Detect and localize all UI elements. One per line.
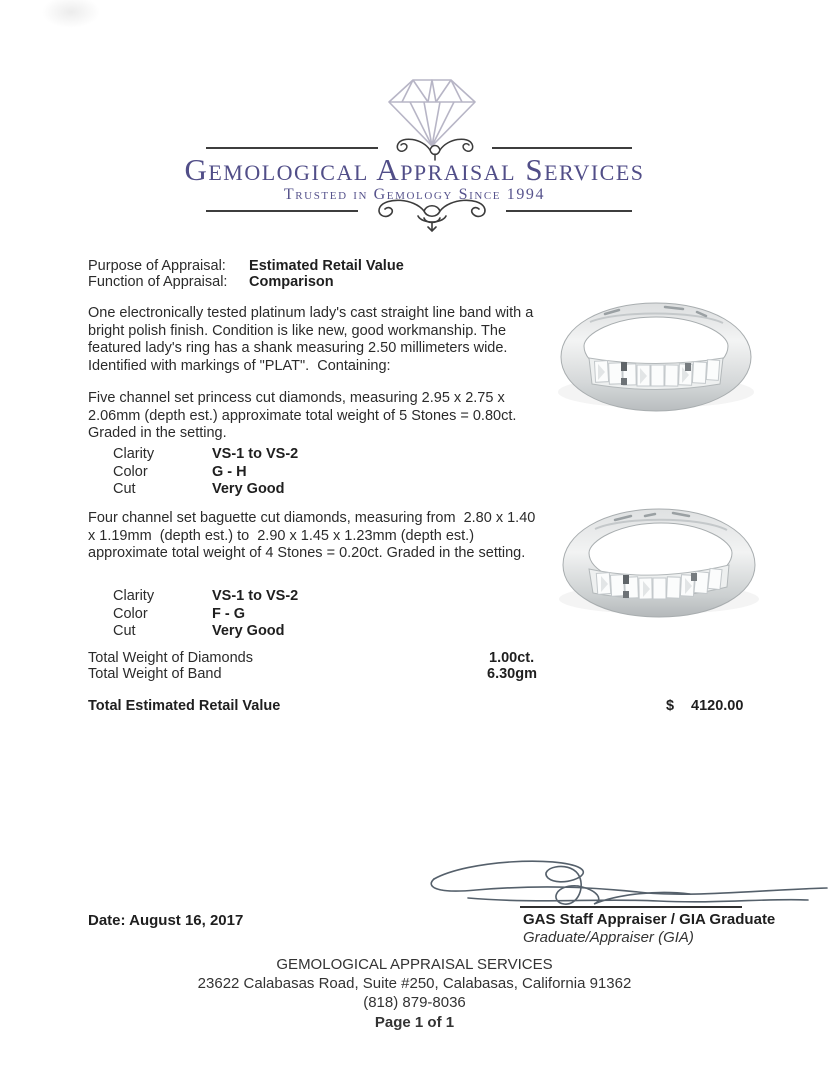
header-rule-right [492, 147, 632, 149]
ring-photo-top [545, 294, 767, 421]
scan-artifact [42, 0, 100, 28]
footer-company: GEMOLOGICAL APPRAISAL SERVICES [276, 956, 553, 973]
appraiser-title: GAS Staff Appraiser / GIA Graduate [523, 911, 776, 928]
total-retail-value: 4120.00 [691, 698, 744, 714]
purpose-label: Purpose of Appraisal: [88, 258, 226, 274]
total-retail-currency: $ [666, 698, 675, 714]
spec-value: VS-1 to VS-2 [212, 588, 299, 604]
spec-value: G - H [212, 463, 247, 480]
footer-page-number: Page 1 of 1 [374, 1014, 455, 1031]
spec-label: Clarity [113, 446, 155, 462]
spec-label: Cut [113, 481, 136, 498]
item-description: One electronically tested platinum lady's cast straight line band with a bright polish finish. Condition is like new, good workmanship. The featured lady's ring has a shank measuring 2.50 millimeters wide. Identified with markings of "PLAT". Containing: [88, 305, 538, 374]
function-value: Comparison [249, 274, 334, 290]
footer-address: 23622 Calabasas Road, Suite #250, Calabasas, California 91362 [197, 975, 632, 992]
spec-label: Color [113, 463, 148, 480]
footer-phone: (818) 879-8036 [363, 994, 466, 1011]
total-band-value: 6.30gm [487, 666, 537, 682]
spec-label: Cut [113, 623, 136, 640]
spec-value: F - G [212, 605, 246, 622]
princess-specs [113, 446, 298, 499]
total-band-label: Total Weight of Band [88, 666, 222, 682]
function-label: Function of Appraisal: [88, 274, 228, 290]
baguette-specs [113, 588, 298, 641]
total-diamonds-value: 1.00ct. [489, 650, 535, 666]
spec-label: Color [113, 605, 148, 622]
function-row [88, 274, 334, 292]
spec-value: VS-1 to VS-2 [212, 446, 299, 462]
purpose-value: Estimated Retail Value [249, 258, 404, 274]
header-rule-bottom-left [206, 210, 358, 212]
princess-diamonds-description: Five channel set princess cut diamonds, measuring 2.95 x 2.75 x 2.06mm (depth est.) approximate total weight of 5 Stones = 0.80ct. Graded in the setting. [88, 390, 521, 442]
baguette-diamonds-description: Four channel set baguette cut diamonds, measuring from 2.80 x 1.40 x 1.19mm (depth est.) to 2.90 x 1.45 x 1.23mm (depth est.) approximate total weight of 4 Stones = 0.20ct. Graded in the setting. [88, 510, 540, 562]
company-logo-tagline: Trusted in Gemology Since 1994 [283, 186, 546, 203]
spec-value: Very Good [212, 481, 285, 498]
total-retail-label: Total Estimated Retail Value [88, 698, 281, 714]
appraiser-subtitle: Graduate/Appraiser (GIA) [523, 929, 694, 946]
ring-photo-bottom [545, 499, 773, 627]
appraiser-signature [428, 854, 829, 912]
spec-value: Very Good [212, 623, 285, 640]
appraisal-date: Date: August 16, 2017 [88, 912, 244, 929]
total-diamonds-label: Total Weight of Diamonds [88, 650, 253, 666]
ornament-bottom-icon [358, 198, 506, 234]
signature-line [520, 906, 742, 908]
header-rule-bottom-right [506, 210, 632, 212]
purpose-row [88, 258, 404, 276]
header-rule-left [206, 147, 378, 149]
company-logo-title: Gemological Appraisal Services [184, 152, 645, 187]
spec-label: Clarity [113, 588, 155, 604]
